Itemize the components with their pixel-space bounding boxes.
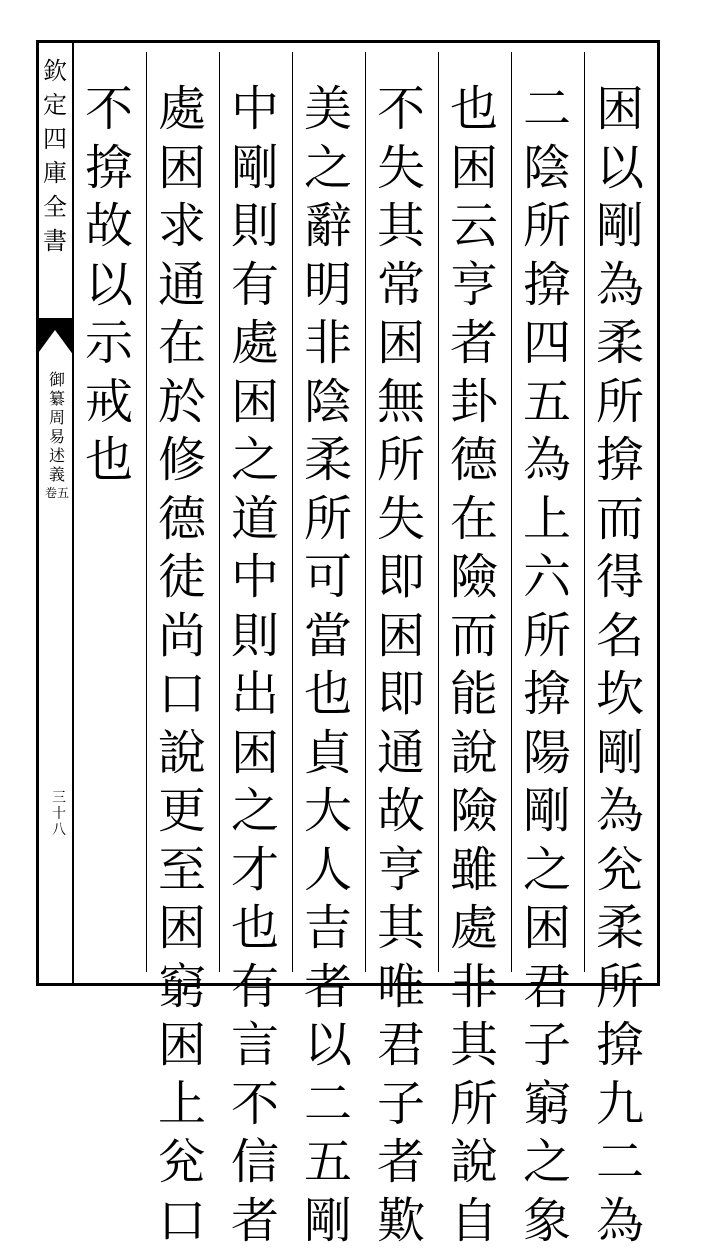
- text-char: 困: [371, 314, 431, 373]
- text-char: 有: [225, 256, 285, 315]
- text-char: 不: [79, 80, 139, 139]
- text-char: 不: [225, 1075, 285, 1134]
- book-title: [36, 54, 74, 258]
- text-char: 也: [444, 80, 504, 139]
- text-char: 上: [517, 490, 577, 549]
- text-char: 剛: [225, 139, 285, 198]
- text-char: 陰: [298, 373, 358, 432]
- text-char: 五: [298, 1133, 358, 1192]
- text-char: 歎: [371, 1192, 431, 1250]
- column-rule: [584, 52, 585, 972]
- text-char: 窮: [152, 958, 212, 1017]
- text-char: 揜: [590, 1016, 650, 1075]
- text-char: 辭: [298, 197, 358, 256]
- text-char: 通: [152, 256, 212, 315]
- subtitle-char: 述: [40, 446, 74, 465]
- text-column: [371, 80, 431, 1250]
- text-char: 亨: [371, 841, 431, 900]
- text-char: 德: [152, 490, 212, 549]
- text-char: 以: [298, 1016, 358, 1075]
- fishtail-mark: [36, 318, 74, 358]
- column-rule: [219, 52, 220, 972]
- text-char: 困: [152, 139, 212, 198]
- title-char: 定: [36, 88, 74, 122]
- text-char: 揜: [590, 431, 650, 490]
- text-char: 者: [225, 1192, 285, 1250]
- text-char: 道: [225, 490, 285, 549]
- text-char: 揜: [517, 256, 577, 315]
- text-char: 口: [152, 1192, 212, 1250]
- text-char: 之: [298, 139, 358, 198]
- text-char: 戒: [79, 373, 139, 432]
- text-char: 所: [590, 373, 650, 432]
- text-char: 說: [444, 724, 504, 783]
- text-char: 不: [371, 80, 431, 139]
- text-char: 柔: [590, 314, 650, 373]
- subtitle-char: 易: [40, 427, 74, 446]
- volume-title: [40, 370, 74, 503]
- text-char: 處: [152, 80, 212, 139]
- subtitle-char: 御: [40, 370, 74, 389]
- text-char: 有: [225, 958, 285, 1017]
- page-number-char: 三: [44, 790, 74, 806]
- text-char: 云: [444, 197, 504, 256]
- text-char: 困: [152, 1016, 212, 1075]
- text-char: 柔: [298, 431, 358, 490]
- text-char: 為: [590, 256, 650, 315]
- text-char: 揜: [79, 139, 139, 198]
- column-rule: [511, 52, 512, 972]
- text-char: 才: [225, 841, 285, 900]
- text-char: 更: [152, 782, 212, 841]
- subtitle-char: 纂: [40, 389, 74, 408]
- text-char: 剛: [517, 782, 577, 841]
- text-char: 兊: [152, 1133, 212, 1192]
- text-char: 其: [371, 197, 431, 256]
- text-char: 困: [225, 373, 285, 432]
- text-char: 之: [225, 782, 285, 841]
- text-char: 二: [298, 1075, 358, 1134]
- text-char: 二: [517, 80, 577, 139]
- text-char: 失: [371, 490, 431, 549]
- title-char: 書: [36, 224, 74, 258]
- text-char: 也: [79, 431, 139, 490]
- text-char: 美: [298, 80, 358, 139]
- title-char: 庫: [36, 156, 74, 190]
- margin-column: [36, 40, 74, 986]
- text-char: 能: [444, 665, 504, 724]
- title-char: 全: [36, 190, 74, 224]
- text-char: 以: [590, 139, 650, 198]
- text-char: 明: [298, 256, 358, 315]
- text-char: 揜: [517, 665, 577, 724]
- text-char: 非: [298, 314, 358, 373]
- subtitle-volume: 卷五: [40, 484, 74, 503]
- text-column: [517, 80, 577, 1250]
- text-char: 為: [590, 1192, 650, 1250]
- text-char: 求: [152, 197, 212, 256]
- text-char: 所: [444, 1075, 504, 1134]
- text-char: 子: [371, 1075, 431, 1134]
- text-char: 處: [225, 314, 285, 373]
- text-char: 君: [517, 958, 577, 1017]
- text-column: [79, 80, 139, 490]
- column-rule: [146, 52, 147, 972]
- text-char: 在: [152, 314, 212, 373]
- text-char: 柔: [590, 899, 650, 958]
- text-char: 所: [590, 958, 650, 1017]
- text-char: 陰: [517, 139, 577, 198]
- text-char: 則: [225, 197, 285, 256]
- text-char: 大: [298, 782, 358, 841]
- text-char: 徒: [152, 548, 212, 607]
- text-column: [444, 80, 504, 1250]
- column-rule: [292, 52, 293, 972]
- text-char: 之: [225, 431, 285, 490]
- text-char: 名: [590, 607, 650, 666]
- text-char: 五: [517, 373, 577, 432]
- text-char: 即: [371, 665, 431, 724]
- text-char: 在: [444, 490, 504, 549]
- text-char: 所: [298, 490, 358, 549]
- text-char: 吉: [298, 899, 358, 958]
- text-char: 而: [444, 607, 504, 666]
- text-char: 說: [152, 724, 212, 783]
- text-char: 於: [152, 373, 212, 432]
- text-char: 言: [225, 1016, 285, 1075]
- text-char: 所: [517, 197, 577, 256]
- text-char: 說: [444, 1133, 504, 1192]
- text-char: 中: [225, 548, 285, 607]
- text-char: 尚: [152, 607, 212, 666]
- text-column: [152, 80, 212, 1250]
- text-char: 無: [371, 373, 431, 432]
- text-char: 常: [371, 256, 431, 315]
- text-char: 困: [444, 139, 504, 198]
- text-char: 信: [225, 1133, 285, 1192]
- text-char: 則: [225, 607, 285, 666]
- text-char: 為: [590, 782, 650, 841]
- text-char: 中: [225, 80, 285, 139]
- text-char: 自: [444, 1192, 504, 1250]
- text-char: 剛: [298, 1192, 358, 1250]
- text-char: 者: [371, 1133, 431, 1192]
- column-rule: [365, 52, 366, 972]
- text-char: 陽: [517, 724, 577, 783]
- text-char: 者: [444, 314, 504, 373]
- text-char: 得: [590, 548, 650, 607]
- text-char: 其: [444, 1016, 504, 1075]
- title-char: 四: [36, 122, 74, 156]
- text-char: 故: [371, 782, 431, 841]
- text-char: 險: [444, 782, 504, 841]
- text-char: 雖: [444, 841, 504, 900]
- text-char: 失: [371, 139, 431, 198]
- text-column: [225, 80, 285, 1250]
- text-column: [298, 80, 358, 1250]
- text-char: 口: [152, 665, 212, 724]
- text-char: 也: [298, 665, 358, 724]
- text-char: 君: [371, 1016, 431, 1075]
- text-char: 人: [298, 841, 358, 900]
- text-char: 唯: [371, 958, 431, 1017]
- text-char: 兊: [590, 841, 650, 900]
- text-char: 困: [590, 80, 650, 139]
- text-char: 者: [298, 958, 358, 1017]
- text-char: 示: [79, 314, 139, 373]
- text-char: 也: [225, 899, 285, 958]
- text-char: 通: [371, 724, 431, 783]
- text-char: 坎: [590, 665, 650, 724]
- text-column: [590, 80, 650, 1250]
- text-char: 以: [79, 256, 139, 315]
- text-char: 險: [444, 548, 504, 607]
- text-char: 象: [517, 1192, 577, 1250]
- text-char: 困: [371, 607, 431, 666]
- title-char: 欽: [36, 54, 74, 88]
- text-char: 窮: [517, 1075, 577, 1134]
- page-number: [44, 790, 74, 838]
- text-char: 六: [517, 548, 577, 607]
- text-char: 剛: [590, 724, 650, 783]
- text-char: 所: [517, 607, 577, 666]
- text-char: 亨: [444, 256, 504, 315]
- text-char: 當: [298, 607, 358, 666]
- text-char: 卦: [444, 373, 504, 432]
- text-char: 其: [371, 899, 431, 958]
- text-char: 處: [444, 899, 504, 958]
- text-char: 之: [517, 841, 577, 900]
- text-char: 四: [517, 314, 577, 373]
- text-char: 之: [517, 1133, 577, 1192]
- text-char: 困: [517, 899, 577, 958]
- text-char: 貞: [298, 724, 358, 783]
- column-rule: [73, 52, 74, 972]
- text-char: 困: [225, 724, 285, 783]
- page-number-char: 八: [44, 822, 74, 838]
- text-char: 至: [152, 841, 212, 900]
- text-char: 九: [590, 1075, 650, 1134]
- text-char: 修: [152, 431, 212, 490]
- text-char: 可: [298, 548, 358, 607]
- text-char: 即: [371, 548, 431, 607]
- text-char: 子: [517, 1016, 577, 1075]
- text-char: 故: [79, 197, 139, 256]
- text-char: 為: [517, 431, 577, 490]
- text-char: 而: [590, 490, 650, 549]
- text-char: 剛: [590, 197, 650, 256]
- subtitle-char: 義: [40, 465, 74, 484]
- text-char: 德: [444, 431, 504, 490]
- page-number-char: 十: [44, 806, 74, 822]
- text-char: 困: [152, 899, 212, 958]
- subtitle-char: 周: [40, 408, 74, 427]
- text-char: 二: [590, 1133, 650, 1192]
- text-char: 出: [225, 665, 285, 724]
- column-rule: [438, 52, 439, 972]
- text-char: 所: [371, 431, 431, 490]
- text-char: 上: [152, 1075, 212, 1134]
- text-char: 非: [444, 958, 504, 1017]
